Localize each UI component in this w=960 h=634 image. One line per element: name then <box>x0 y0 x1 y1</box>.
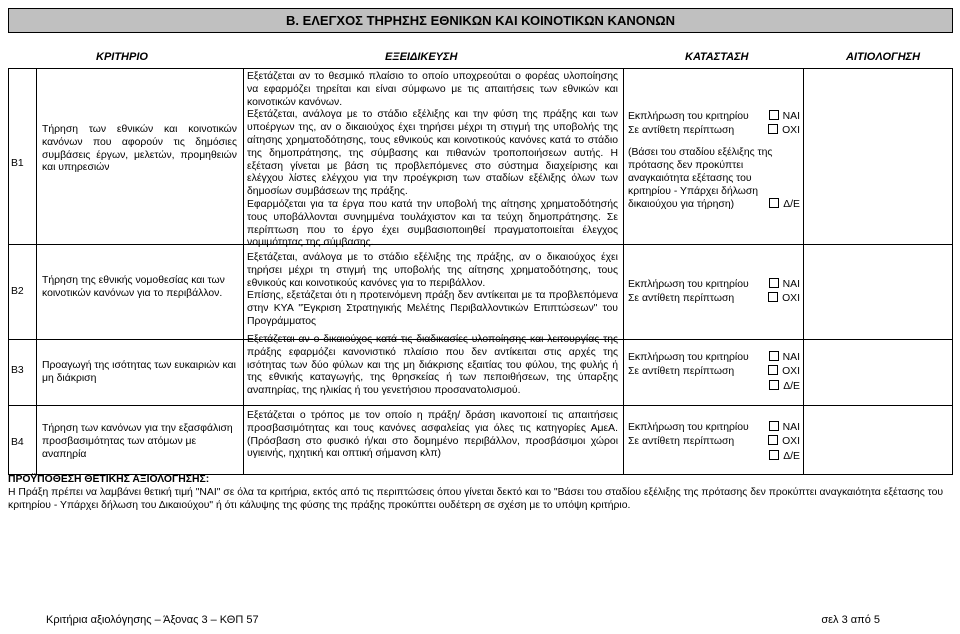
status-note: (Βάσει του σταδίου εξέλιξης της πρότασης δεν προκύπτει αναγκαιότητα εξέτασης του κριτηρίου - Υπάρχει δήλωση δικαιούχου για τήρηση) <box>628 147 773 210</box>
header-clarification: ΕΞΕΙΔΙΚΕΥΣΗ <box>385 51 458 63</box>
criterion-text: Τήρηση των εθνικών και κοινοτικών κανόνων που αφορούν τις δημόσιες συμβάσεις έργων, μελετών, προμηθειών και υπηρεσιών <box>42 124 237 174</box>
status-options <box>628 110 800 211</box>
section-title: Β. ΕΛΕΓΧΟΣ ΤΗΡΗΣΗΣ ΕΘΝΙΚΩΝ ΚΑΙ ΚΟΙΝΟΤΙΚΩΝ ΚΑΝΟΝΩΝ <box>8 8 953 33</box>
status-options <box>628 278 800 306</box>
column-rule <box>623 68 624 474</box>
clarification-paragraph: Εξετάζεται αν ο δικαιούχος κατά τις διαδικασίες υλοποίησης και λειτουργίας της πράξης εφαρμόζει κανονιστικό πλαίσιο που δεν αντίκειται στις αρχές της ισότητας των δύο φύλων και της μη διάκρισης εξαιτίας του φύλου, της φυλής ή της εθνικής καταγωγής, της θρησκείας ή των πεποιθήσεων, της ύπαρξης αναπηρίας, της ηλικίας ή του γενετήσιου προσανατολισμού. <box>247 334 618 397</box>
checkbox-na[interactable] <box>769 450 779 460</box>
status-label-fulfilled: Εκπλήρωση του κριτηρίου <box>628 351 749 363</box>
precondition-text: Η Πράξη πρέπει να λαμβάνει θετική τιμή "ΝΑΙ" σε όλα τα κριτήρια, εκτός από τις περιπτώσεις όπου γίνεται δεκτό και το "Βάσει του σταδίου εξέλιξης της πρότασης δεν προκύπτει αναγκαιότητα εξέτασης του κριτηρίου - Υπάρχει δήλωση του Δικαιούχου" ή ότι κάλυψης της φύσης της πράξης προκύπτει ουδέτερη σε σχέση με το υπόψη κριτήριο. <box>8 487 944 511</box>
clarification-text <box>247 410 618 461</box>
yes-label: ΝΑΙ <box>782 422 800 434</box>
clarification-paragraph: Εξετάζεται, ανάλογα με το στάδιο εξέλιξης της πράξης, αν ο δικαιούχος έχει τηρήσει μέχρι τη στιγμή της υποβολής της αίτησης χρηματοδότησης, τους εθνικούς και κοινοτικούς κανόνες για το περιβάλλον. <box>247 252 618 289</box>
column-rule <box>243 68 244 474</box>
column-rule <box>952 68 953 474</box>
checkbox-yes[interactable] <box>769 278 779 288</box>
header-status: ΚΑΤΑΣΤΑΣΗ <box>685 51 749 63</box>
status-options <box>628 351 800 394</box>
criterion-text: Τήρηση των κανόνων για την εξασφάλιση προσβασιμότητας των ατόμων με αναπηρία <box>42 423 233 460</box>
checkbox-no[interactable] <box>768 124 778 134</box>
clarification-paragraph: Εξετάζεται αν το θεσμικό πλαίσιο το οποίο υποχρεούται ο φορέας υλοποίησης να εφαρμόζει τηρείται και είναι σύμφωνο με τις απαιτήσεις των εθνικών και κοινοτικών κανόνων. <box>247 71 618 108</box>
clarification-text <box>247 334 618 398</box>
checkbox-no[interactable] <box>768 365 778 375</box>
column-rule <box>8 68 9 474</box>
row-code: Β1 <box>11 158 24 169</box>
checkbox-yes[interactable] <box>769 351 779 361</box>
status-label-otherwise: Σε αντίθετη περίπτωση <box>628 365 735 377</box>
status-label-fulfilled: Εκπλήρωση του κριτηρίου <box>628 421 749 433</box>
no-label: ΟΧΙ <box>782 436 800 448</box>
table-top-rule <box>8 68 953 69</box>
row-divider <box>8 405 953 406</box>
na-label: Δ/Ε <box>783 380 800 392</box>
no-label: ΟΧΙ <box>782 366 800 378</box>
row-code: Β3 <box>11 365 24 376</box>
status-label-otherwise: Σε αντίθετη περίπτωση <box>628 435 735 447</box>
column-rule <box>803 68 804 474</box>
no-label: ΟΧΙ <box>782 125 800 137</box>
checkbox-no[interactable] <box>768 292 778 302</box>
checkbox-na[interactable] <box>769 198 779 208</box>
clarification-paragraph: Εφαρμόζεται για τα έργα που κατά την υποβολή της αίτησης χρηματοδότησής τους υποβάλλονται συνημμένα τουλάχιστον και τα τεύχη δημοπράτησης. Σε περίπτωση που το έργο έχει συμβασιοποιηθεί πραγματοποιείται έλεγχος νομιμότητας της σύμβασης. <box>247 198 618 249</box>
na-label: Δ/Ε <box>783 450 800 462</box>
clarification-paragraph: Εξετάζεται, ανάλογα με το στάδιο εξέλιξης και την φύση της πράξης και των υποέργων της, αν ο δικαιούχος έχει τηρήσει μέχρι τη στιγμή της υποβολής της αίτησης χρηματοδότησης, τους εθνικούς και κοινοτικούς κανόνες κατά το στάδιο της δημοπράτησης, της σύμβασης και πιθανών τροποποιήσεων αυτής. Η εξέταση γίνεται με βάση τις προβλεπόμενες στο σύστημα διαχείρισης και ελέγχου λίστες ελέγχου για την προέγκριση των σταδίων εξέλιξης όλων των δημοσίων συμβάσεων της πράξης. <box>247 109 618 198</box>
clarification-paragraph: Εξετάζεται ο τρόπος με τον οποίο η πράξη/ δράση ικανοποιεί τις απαιτήσεις προσβασιμότητας και τους κανόνες ασφαλείας για όλες τις κατηγορίες ΑμεΑ. (Πρόσβαση στο φυσικό ή/και στο δομημένο περιβάλλον, προσβάσιμοι χώροι υγιεινής, ηχητική και οπτική σήμανση κλπ) <box>247 410 618 460</box>
yes-label: ΝΑΙ <box>782 111 800 123</box>
status-label-fulfilled: Εκπλήρωση του κριτηρίου <box>628 110 749 122</box>
checkbox-yes[interactable] <box>769 110 779 120</box>
status-label-otherwise: Σε αντίθετη περίπτωση <box>628 292 735 304</box>
checkbox-na[interactable] <box>769 380 779 390</box>
no-label: ΟΧΙ <box>782 293 800 305</box>
status-label-otherwise: Σε αντίθετη περίπτωση <box>628 124 735 136</box>
checkbox-yes[interactable] <box>769 421 779 431</box>
clarification-paragraph: Επίσης, εξετάζεται ότι η προτεινόμενη πράξη δεν αντίκειται με τα προβλεπόμενα στην ΚΥΑ "Έγκριση Στρατηγικής Μελέτης Περιβαλλοντικών Επιπτώσεων" του Προγράμματος <box>247 290 618 327</box>
na-label: Δ/Ε <box>783 198 800 210</box>
criterion-text: Προαγωγή της ισότητας των ευκαιριών και μη διάκριση <box>42 360 236 384</box>
checkbox-no[interactable] <box>768 435 778 445</box>
column-rule <box>36 68 37 474</box>
status-label-fulfilled: Εκπλήρωση του κριτηρίου <box>628 278 749 290</box>
yes-label: ΝΑΙ <box>782 279 800 291</box>
precondition-title: ΠΡΟΫΠΟΘΕΣΗ ΘΕΤΙΚΗΣ ΑΞΙΟΛΟΓΗΣΗΣ: <box>8 474 210 485</box>
row-code: Β4 <box>11 437 24 448</box>
criterion-text: Τήρηση της εθνικής νομοθεσίας και των κοινοτικών κανόνων για το περιβάλλον. <box>42 275 225 299</box>
status-options <box>628 421 800 464</box>
header-criterion: ΚΡΙΤΗΡΙΟ <box>96 51 148 63</box>
row-code: Β2 <box>11 286 24 297</box>
clarification-text <box>247 71 618 250</box>
header-justification: ΑΙΤΙΟΛΟΓΗΣΗ <box>846 51 921 63</box>
page-number: σελ 3 από 5 <box>821 614 880 626</box>
clarification-text <box>247 252 618 329</box>
footer-left: Κριτήρια αξιολόγησης – Άξονας 3 – ΚΘΠ 57 <box>46 614 259 626</box>
yes-label: ΝΑΙ <box>782 352 800 364</box>
